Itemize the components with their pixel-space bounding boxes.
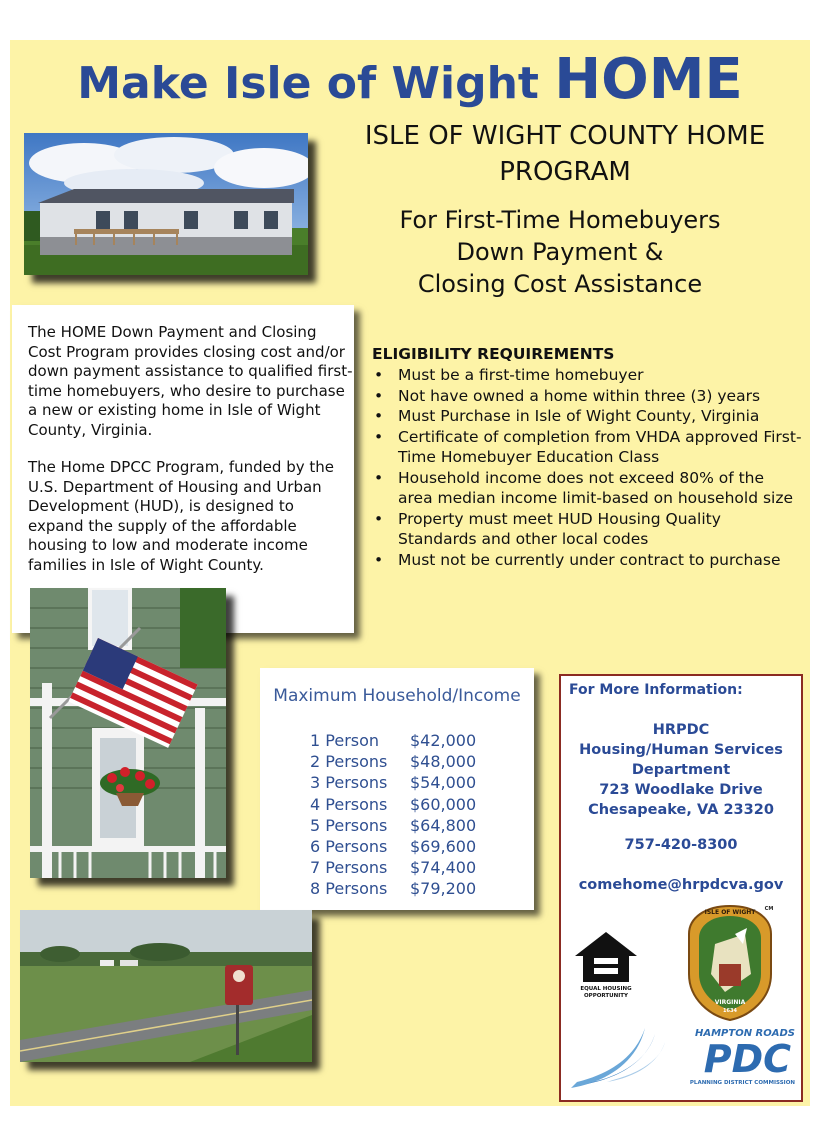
list-item: • Not have owned a home within three (3) years xyxy=(372,386,802,407)
income-table xyxy=(310,730,476,900)
svg-text:ISLE OF WIGHT: ISLE OF WIGHT xyxy=(704,909,756,916)
list-item: • Must Purchase in Isle of Wight County, Virginia xyxy=(372,406,802,427)
contact-address: HRPDC Housing/Human Services Department 723 Woodlake Drive Chesapeake, VA 23320 xyxy=(579,722,783,818)
eligibility-section xyxy=(372,345,802,570)
income-limits-box xyxy=(260,668,534,910)
contact-box xyxy=(559,674,803,1102)
list-item: • Household income does not exceed 80% of the area median income limit-based on household size xyxy=(372,468,802,509)
contact-phone: 757-420-8300 xyxy=(624,837,738,853)
county-seal-icon xyxy=(685,904,775,1022)
table-row: 4 Persons $60,000 xyxy=(310,794,477,814)
svg-text:OPPORTUNITY: OPPORTUNITY xyxy=(583,993,629,999)
flag-porch-photo xyxy=(30,588,226,878)
program-name: ISLE OF WIGHT COUNTY HOME PROGRAM xyxy=(364,121,766,187)
svg-text:1634: 1634 xyxy=(723,1008,737,1014)
contact-label: For More Information: xyxy=(569,682,743,698)
income-table-heading: Maximum Household/Income xyxy=(273,686,521,706)
table-row: 7 Persons $74,400 xyxy=(310,858,477,878)
rural-road-photo xyxy=(20,910,312,1062)
table-row: 1 Person $42,000 xyxy=(310,731,477,751)
eligibility-list xyxy=(372,365,802,570)
svg-text:HAMPTON ROADS: HAMPTON ROADS xyxy=(694,1028,795,1039)
description-paragraph: The HOME Down Payment and Closing Cost Program provides closing cost and/or down payment assistance to qualified first-time homebuyers, who desire to purchase a new or existing home in Isle of Wight County, Virginia. xyxy=(28,323,353,439)
program-tagline: For First-Time Homebuyers Down Payment & Closing Cost Assistance xyxy=(399,206,721,298)
list-item: • Property must meet HUD Housing Quality Standards and other local codes xyxy=(372,509,802,550)
table-row: 8 Persons $79,200 xyxy=(310,879,477,899)
eligibility-heading: ELIGIBILITY REQUIREMENTS xyxy=(372,345,615,363)
description-paragraph: The Home DPCC Program, funded by the U.S. Department of Housing and Urban Development (HUD), is designed to expand the supply of the affordable housing to low and moderate income families in Isle of Wight County. xyxy=(28,458,334,574)
table-row: 6 Persons $69,600 xyxy=(310,837,477,857)
svg-text:VIRGINIA: VIRGINIA xyxy=(714,999,746,1006)
table-row: 3 Persons $54,000 xyxy=(310,773,477,793)
table-row: 2 Persons $48,000 xyxy=(310,752,477,772)
list-item: • Must be a first-time homebuyer xyxy=(372,365,802,386)
list-item: • Certificate of completion from VHDA approved First-Time Homebuyer Education Class xyxy=(372,427,802,468)
page-title: Make Isle of Wight HOME xyxy=(77,47,743,112)
svg-text:CM: CM xyxy=(764,906,774,912)
pdc-logo xyxy=(567,1022,799,1094)
svg-text:EQUAL HOUSING: EQUAL HOUSING xyxy=(580,986,632,992)
program-description-box xyxy=(12,305,354,633)
table-row: 5 Persons $64,800 xyxy=(310,815,477,835)
house-photo xyxy=(24,133,308,275)
svg-text:PLANNING DISTRICT COMMISSION: PLANNING DISTRICT COMMISSION xyxy=(689,1080,795,1086)
list-item: • Must not be currently under contract to purchase xyxy=(372,550,802,571)
equal-housing-icon xyxy=(573,930,639,1000)
svg-text:PDC: PDC xyxy=(703,1037,791,1081)
contact-email[interactable]: comehome@hrpdcva.gov xyxy=(578,877,784,893)
